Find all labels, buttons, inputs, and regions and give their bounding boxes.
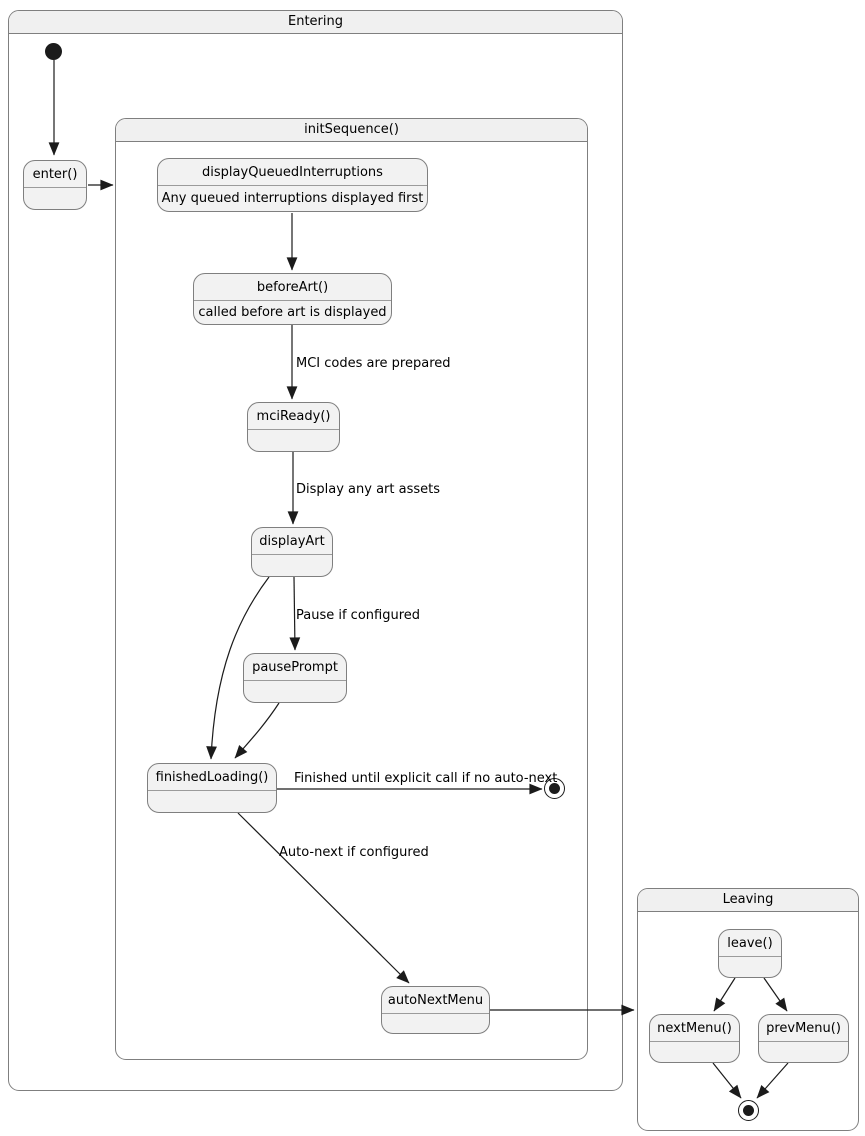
state-autonextmenu-description — [382, 1014, 489, 1033]
composite-state-initsequence — [115, 118, 588, 1060]
state-prevmenu-name: prevMenu() — [759, 1015, 848, 1042]
edge-label-display-assets: Display any art assets — [296, 482, 441, 497]
state-autonextmenu — [381, 986, 490, 1034]
composite-state-leaving-title: Leaving — [638, 889, 858, 912]
state-nextmenu — [649, 1014, 740, 1063]
state-leave — [718, 929, 782, 978]
state-beforeart-description: called before art is displayed — [198, 305, 387, 320]
state-pauseprompt-description — [244, 681, 346, 702]
composite-state-initsequence-title: initSequence() — [116, 119, 587, 142]
state-displayart-name: displayArt — [252, 528, 332, 555]
state-displayqueuedinterruptions-description: Any queued interruptions displayed first — [161, 191, 424, 206]
state-enter-description — [24, 188, 86, 209]
edge-label-mci-codes: MCI codes are prepared — [296, 356, 451, 371]
state-enter-name: enter() — [24, 161, 86, 188]
state-displayart — [251, 527, 333, 577]
edge-label-pause: Pause if configured — [296, 608, 421, 623]
initial-state-icon — [45, 43, 62, 60]
edge-label-finished: Finished until explicit call if no auto-next — [294, 771, 558, 786]
final-state-leaving-dot — [743, 1105, 754, 1116]
state-autonextmenu-name: autoNextMenu — [382, 987, 489, 1014]
state-pauseprompt-name: pausePrompt — [244, 654, 346, 681]
state-prevmenu — [758, 1014, 849, 1063]
state-enter — [23, 160, 87, 210]
state-nextmenu-description — [650, 1042, 739, 1062]
edge-label-auto-next: Auto-next if configured — [279, 845, 429, 860]
state-beforeart — [193, 273, 392, 325]
state-displayqueuedinterruptions-name: displayQueuedInterruptions — [158, 159, 427, 186]
composite-state-entering-title: Entering — [9, 11, 622, 34]
state-mciready-name: mciReady() — [248, 403, 339, 430]
composite-state-leaving — [637, 888, 859, 1131]
state-beforeart-name: beforeArt() — [194, 274, 391, 301]
state-nextmenu-name: nextMenu() — [650, 1015, 739, 1042]
state-pauseprompt — [243, 653, 347, 703]
state-displayart-description — [252, 555, 332, 576]
state-leave-name: leave() — [719, 930, 781, 957]
state-mciready — [247, 402, 340, 452]
final-state-leaving-icon — [738, 1100, 759, 1121]
state-finishedloading-description — [148, 791, 276, 812]
state-leave-description — [719, 957, 781, 977]
state-finishedloading-name: finishedLoading() — [148, 764, 276, 791]
state-prevmenu-description — [759, 1042, 848, 1062]
state-displayqueuedinterruptions — [157, 158, 428, 212]
state-mciready-description — [248, 430, 339, 451]
state-finishedloading — [147, 763, 277, 813]
